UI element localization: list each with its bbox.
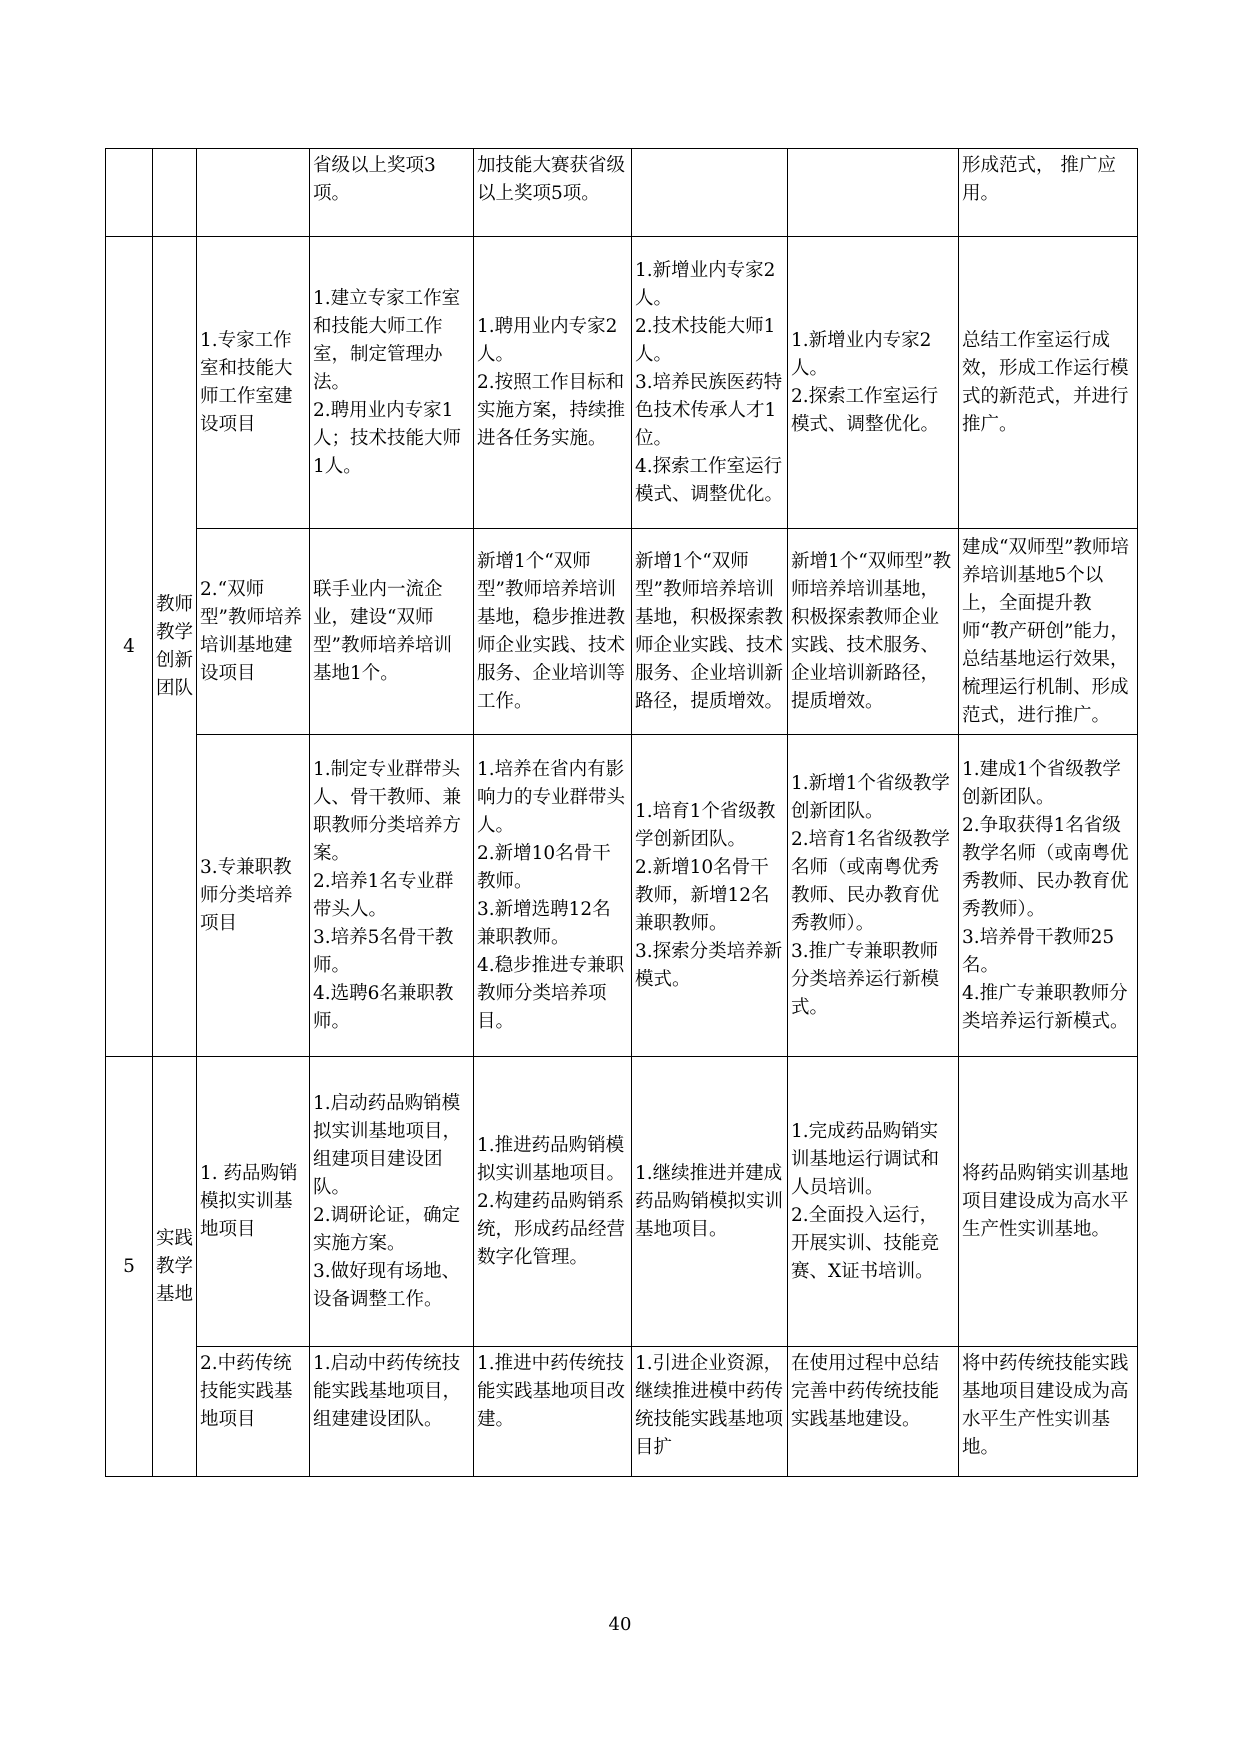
cell-line: 2.新增10名骨干教师，新增12名兼职教师。 [635, 856, 770, 934]
phase-5-cell [959, 237, 1138, 529]
cell-line: 新增1个“双师型”教师培养培训基地，积极探索教师企业实践、技术服务、企业培训新路径，提质增效。 [791, 550, 952, 712]
cell-line: 2.聘用业内专家1人；技术技能大师 1人。 [313, 399, 462, 477]
phase-3-cell [632, 149, 788, 237]
cell-line: 2.争取获得1名省级教学名师（或南粤优秀教师、民办教育优秀教师）。 [962, 814, 1129, 920]
cell-line: 加技能大赛获省级以上奖项5项。 [477, 155, 626, 204]
phase-3-cell [632, 237, 788, 529]
phase-5-cell [959, 149, 1138, 237]
category-cell: 实践教学基地 [153, 1057, 197, 1477]
cell-line: 1. 药品购销模拟实训基地项目 [200, 1162, 298, 1240]
cell-line: 在使用过程中总结完善中药传统技能实践基地建设。 [791, 1353, 940, 1430]
project-cell [197, 1347, 310, 1477]
cell-line: 2.构建药品购销系统，形成药品经营数字化管理。 [477, 1190, 626, 1268]
phase-5-cell [959, 1347, 1138, 1477]
cell-line: 2.培养1名专业群带头人。 [313, 870, 454, 920]
phase-3-cell [632, 735, 788, 1057]
cell-line: 1.培养在省内有影响力的专业群带头人。 [477, 758, 626, 836]
cell-line: 1.完成药品购销实训基地运行调试和人员培训。 [791, 1120, 940, 1198]
project-cell [197, 529, 310, 735]
cell-line: 1.专家工作室和技能大师工作室建设项目 [200, 329, 293, 435]
cell-line: 4.稳步推进专兼职教师分类培养项目。 [477, 954, 625, 1032]
phase-5-cell [959, 529, 1138, 735]
cell-line: 2.“双师型”教师培养培训基地建设项目 [200, 578, 302, 684]
cell-line: 建成“双师型”教师培养培训基地5个以上，全面提升教师“教产研创”能力，总结基地运行效果，梳理运行机制、形成范式，进行推广。 [962, 536, 1129, 726]
table-row [106, 237, 1138, 529]
phase-4-cell [788, 149, 959, 237]
phase-5-cell [959, 1057, 1138, 1347]
phase-1-cell [310, 237, 474, 529]
category-cell [153, 149, 197, 237]
table-row [106, 149, 1138, 237]
cell-line: 4.推广专兼职教师分类培养运行新模式。 [962, 982, 1129, 1032]
cell-line: 2.新增10名骨干教师。 [477, 842, 611, 892]
cell-line: 将中药传统技能实践基地项目建设成为高水平生产性实训基地。 [962, 1353, 1129, 1458]
index-cell [106, 149, 153, 237]
cell-line: 2.按照工作目标和实施方案，持续推进各任务实施。 [477, 371, 626, 449]
cell-line: 1.聘用业内专家2 人。 [477, 315, 618, 365]
phase-5-cell [959, 735, 1138, 1057]
cell-line: 3.培养骨干教师25名。 [962, 926, 1115, 976]
phase-2-cell [474, 237, 632, 529]
phase-4-cell [788, 1057, 959, 1347]
cell-line: 3.培养民族医药特色技术传承人才1位。 [635, 371, 783, 449]
phase-3-cell [632, 529, 788, 735]
cell-line: 1.启动中药传统技能实践基地项目，组建建设团队。 [313, 1353, 462, 1430]
cell-line: 3.专兼职教师分类培养项目 [200, 856, 293, 934]
table-row [106, 735, 1138, 1057]
table-row [106, 529, 1138, 735]
page-number: 40 [608, 1614, 632, 1635]
project-cell [197, 149, 310, 237]
cell-line: 2.调研论证，确定实施方案。 [313, 1204, 461, 1254]
cell-line: 新增1个“双师型”教师培养培训基地，积极探索教师企业实践、技术服务、企业培训新路径，提质增效。 [635, 550, 784, 712]
cell-line: 将药品购销实训基地项目建设成为高水平生产性实训基地。 [962, 1162, 1129, 1240]
cell-line: 总结工作室运行成效，形成工作运行模式的新范式，并进行推广。 [962, 329, 1129, 435]
phase-3-cell [632, 1057, 788, 1347]
phase-4-cell [788, 529, 959, 735]
phase-2-cell [474, 735, 632, 1057]
cell-line: 1.启动药品购销模拟实训基地项目，组建项目建设团队。 [313, 1092, 462, 1198]
phase-4-cell [788, 735, 959, 1057]
index-cell: 5 [106, 1057, 153, 1477]
phase-2-cell [474, 1057, 632, 1347]
category-cell: 教师教学创新团队 [153, 237, 197, 1057]
table-row [106, 1057, 1138, 1347]
cell-line: 1.推进中药传统技能实践基地项目改建。 [477, 1353, 626, 1430]
project-cell [197, 237, 310, 529]
cell-line: 3.新增选聘12名兼职教师。 [477, 898, 611, 948]
phase-4-cell [788, 237, 959, 529]
phase-2-cell [474, 529, 632, 735]
phase-1-cell [310, 1347, 474, 1477]
cell-line: 4.探索工作室运行模式、调整优化。 [635, 455, 784, 505]
cell-line: 1.新增1个省级教学创新团队。 [791, 772, 950, 822]
plan-table [105, 148, 1138, 1477]
cell-line: 联手业内一流企业，建设“双师型”教师培养培训基地1个。 [313, 578, 452, 684]
phase-2-cell [474, 149, 632, 237]
cell-line: 1.培育1个省级教学创新团队。 [635, 800, 776, 850]
cell-line: 3.探索分类培养新模式。 [635, 940, 783, 990]
cell-line: 1.引进企业资源，继续推进模中药传统技能实践基地项目扩 [635, 1353, 784, 1458]
phase-1-cell [310, 149, 474, 237]
cell-line: 省级以上奖项3项。 [313, 155, 436, 204]
cell-line: 1.建立专家工作室和技能大师工作室，制定管理办法。 [313, 287, 461, 393]
cell-line: 新增1个“双师型”教师培养培训基地，稳步推进教师企业实践、技术服务、企业培训等工作。 [477, 550, 626, 712]
cell-line: 3.培养5名骨干教师。 [313, 926, 454, 976]
table-row [106, 1347, 1138, 1477]
index-cell: 4 [106, 237, 153, 1057]
phase-4-cell [788, 1347, 959, 1477]
cell-line: 1.建成1个省级教学创新团队。 [962, 758, 1121, 808]
cell-line: 2.技术技能大师1人。 [635, 315, 776, 365]
cell-line: 2.中药传统技能实践基地项目 [200, 1353, 293, 1430]
cell-line: 3.推广专兼职教师分类培养运行新模式。 [791, 940, 940, 1018]
cell-line: 2.探索工作室运行模式、调整优化。 [791, 385, 940, 435]
cell-line: 1.新增业内专家2人。 [791, 329, 932, 379]
cell-line: 1.继续推进并建成药品购销模拟实训基地项目。 [635, 1162, 784, 1240]
cell-line: 2.培育1名省级教学名师（或南粤优秀教师、民办教育优秀教师）。 [791, 828, 950, 934]
phase-2-cell [474, 1347, 632, 1477]
cell-line: 形成范式， 推广应用。 [962, 155, 1116, 204]
cell-line: 3.做好现有场地、设备调整工作。 [313, 1260, 461, 1310]
cell-line: 1.新增业内专家2人。 [635, 259, 776, 309]
project-cell [197, 1057, 310, 1347]
cell-line: 1.制定专业群带头人、骨干教师、兼职教师分类培养方案。 [313, 758, 462, 864]
phase-3-cell [632, 1347, 788, 1477]
cell-line: 4.选聘6名兼职教师。 [313, 982, 454, 1032]
project-cell [197, 735, 310, 1057]
phase-1-cell [310, 735, 474, 1057]
cell-line: 2.全面投入运行，开展实训、技能竞赛、X证书培训。 [791, 1204, 940, 1282]
cell-line: 1.推进药品购销模拟实训基地项目。 [477, 1134, 626, 1184]
phase-1-cell [310, 529, 474, 735]
phase-1-cell [310, 1057, 474, 1347]
